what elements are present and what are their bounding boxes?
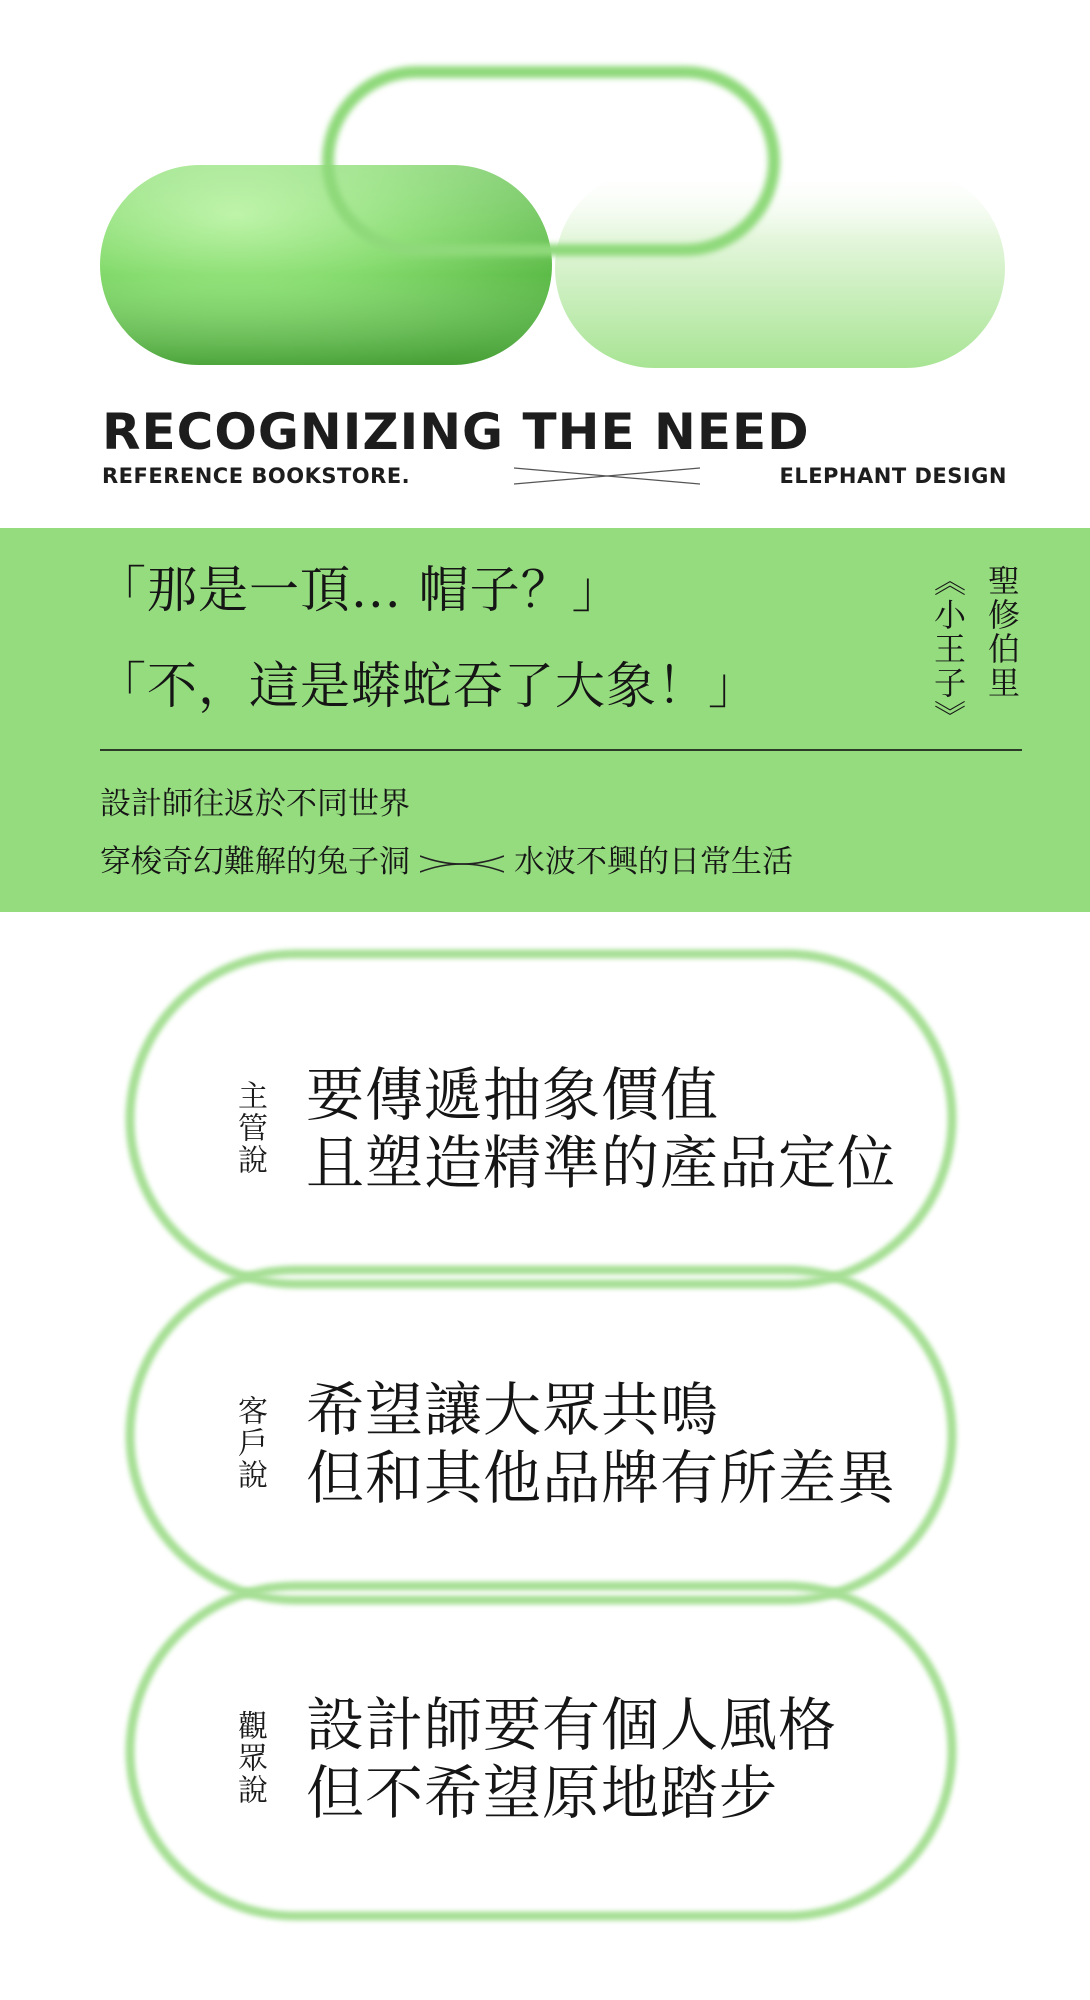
- quote-book-title: 《小王子》: [929, 564, 967, 734]
- voice-block-audience: [0, 1690, 1090, 1890]
- collaboration-line: [102, 462, 1007, 490]
- quote-author: 聖修伯里: [983, 564, 1021, 700]
- divider: [100, 749, 1022, 751]
- quote-line-1: 「那是一頂... 帽子？」: [96, 561, 623, 619]
- design-studio-name: ELEPHANT DESIGN: [779, 464, 1007, 488]
- voice-line-1: 設計師要有個人風格: [306, 1691, 838, 1759]
- voice-label: 客戶說: [232, 1395, 267, 1491]
- faded-pill: [555, 168, 1005, 368]
- description-line-2: [100, 842, 793, 882]
- description-left: 穿梭奇幻難解的兔子洞: [100, 844, 410, 880]
- voice-block-manager: [0, 1060, 1090, 1260]
- quote-line-2: 「不，這是蟒蛇吞了大象！」: [96, 657, 759, 715]
- description-right: 水波不興的日常生活: [514, 844, 793, 880]
- voice-line-2: 但不希望原地踏步: [306, 1759, 779, 1827]
- cross-connector-icon: [514, 465, 700, 487]
- voice-line-1: 希望讓大眾共鳴: [306, 1376, 720, 1444]
- cross-connector-icon: [420, 852, 504, 876]
- voice-line-1: 要傳遞抽象價值: [306, 1061, 720, 1129]
- voice-label: 觀眾說: [232, 1710, 267, 1806]
- cross-connector: [410, 852, 514, 876]
- quote-band: [0, 528, 1090, 912]
- page-title: RECOGNIZING THE NEED: [102, 403, 810, 461]
- voice-line-2: 但和其他品牌有所差異: [306, 1444, 897, 1512]
- green-pill-shade: [100, 165, 552, 365]
- hero-pills-artwork: [0, 0, 1090, 400]
- bookstore-name: REFERENCE BOOKSTORE.: [102, 464, 411, 488]
- voice-line-2: 且塑造精準的產品定位: [306, 1129, 897, 1197]
- voice-label: 主管說: [232, 1080, 267, 1176]
- voice-block-client: [0, 1375, 1090, 1575]
- description-line-1: 設計師往返於不同世界: [100, 786, 410, 822]
